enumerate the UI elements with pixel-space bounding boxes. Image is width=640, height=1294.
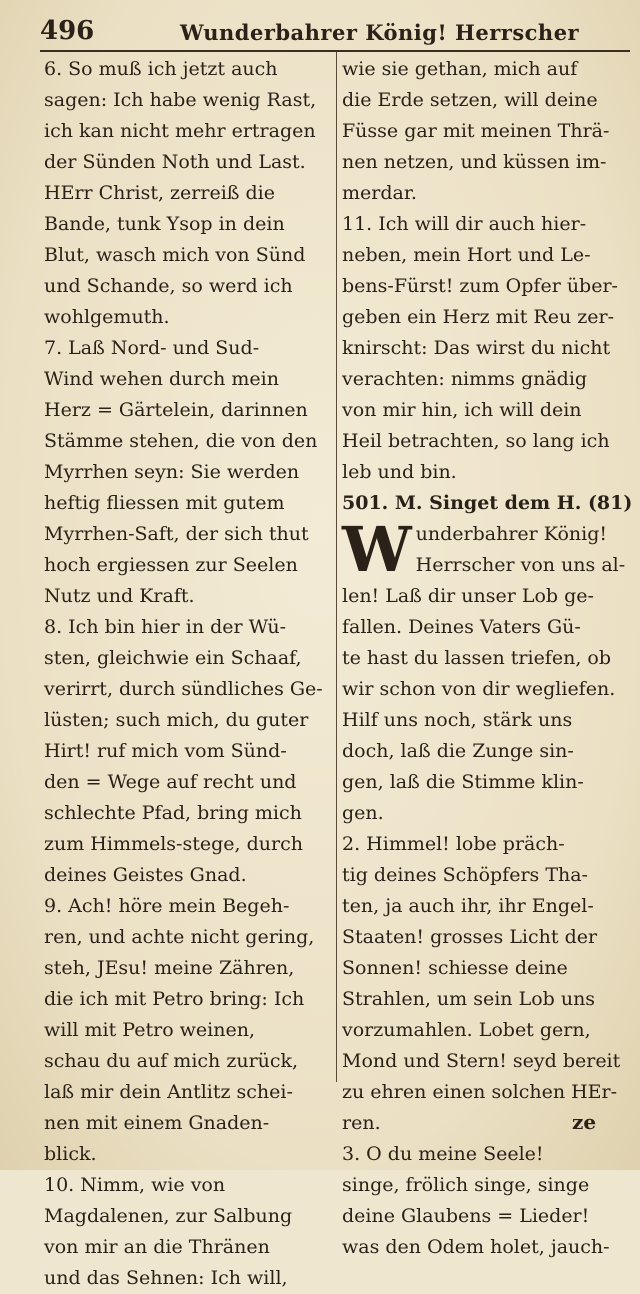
header-rule: [40, 50, 630, 52]
text-line: Heil betrachten, so lang ich: [342, 430, 610, 452]
running-head: Wunderbahrer König! Herrscher: [180, 20, 580, 45]
text-line: will mit Petro weinen,: [44, 1019, 256, 1041]
text-line: 11. Ich will dir auch hier-: [342, 213, 587, 235]
text-line: Füsse gar mit meinen Thrä-: [342, 120, 610, 142]
text-line: von mir hin, ich will dein: [342, 399, 582, 421]
text-line: neben, mein Hort und Le-: [342, 244, 591, 266]
text-line: wir schon von dir wegliefen.: [342, 678, 616, 700]
text-line: tig deines Schöpfers Tha-: [342, 864, 588, 886]
text-line: Hilf uns noch, stärk uns: [342, 709, 573, 731]
text-line: nen mit einem Gnaden-: [44, 1112, 270, 1134]
text-line: te hast du lassen triefen, ob: [342, 647, 612, 669]
text-line: HErr Christ, zerreiß die: [44, 182, 275, 204]
text-line: ren, und achte nicht gering,: [44, 926, 315, 948]
text-line: merdar.: [342, 182, 417, 204]
text-line: wie sie gethan, mich auf: [342, 58, 578, 80]
text-line: ich kan nicht mehr ertragen: [44, 120, 316, 142]
text-line: geben ein Herz mit Reu zer-: [342, 306, 614, 328]
text-line: Bande, tunk Ysop in dein: [44, 213, 285, 235]
text-line: von mir an die Thränen: [44, 1236, 270, 1258]
text-line: Magdalenen, zur Salbung: [44, 1205, 293, 1227]
text-line: hoch ergiessen zur Seelen: [44, 554, 298, 576]
text-line: Blut, wasch mich von Sünd: [44, 244, 306, 266]
right-column-top: [342, 54, 630, 488]
text-line: 10. Nimm, wie von: [44, 1174, 226, 1196]
text-line: laß mir dein Antlitz schei-: [44, 1081, 293, 1103]
text-line: was den Odem holet, jauch-: [342, 1236, 610, 1258]
right-column-bottom: [342, 581, 630, 1263]
text-line: Myrrhen-Saft, der sich thut: [44, 523, 309, 545]
text-line: gen.: [342, 802, 384, 824]
text-line: leb und bin.: [342, 461, 457, 483]
text-line: deine Glaubens = Lieder!: [342, 1205, 590, 1227]
hymn-opening: [342, 513, 630, 586]
catchword: ze: [572, 1110, 597, 1134]
text-line: singe, frölich singe, singe: [342, 1174, 590, 1196]
text-line: 6. So muß ich jetzt auch: [44, 58, 278, 80]
text-line: der Sünden Noth und Last.: [44, 151, 306, 173]
text-line: blick.: [44, 1143, 97, 1165]
text-line: steh, JEsu! meine Zähren,: [44, 957, 295, 979]
text-line: die Erde setzen, will deine: [342, 89, 598, 111]
text-line: lüsten; such mich, du guter: [44, 709, 309, 731]
text-line: zum Himmels-stege, durch: [44, 833, 303, 855]
text-line: gen, laß die Stimme klin-: [342, 771, 584, 793]
text-line: und das Sehnen: Ich will,: [44, 1267, 288, 1289]
text-line: verachten: nimms gnädig: [342, 368, 588, 390]
column-divider: [336, 52, 337, 1082]
text-line: 8. Ich bin hier in der Wü-: [44, 616, 287, 638]
text-line: und Schande, so werd ich: [44, 275, 293, 297]
text-line: verirrt, durch sündliches Ge-: [44, 678, 323, 700]
page-header: [40, 14, 630, 50]
text-line: heftig fliessen mit gutem: [44, 492, 285, 514]
text-line: Nutz und Kraft.: [44, 585, 195, 607]
text-line: sagen: Ich habe wenig Rast,: [44, 89, 317, 111]
text-line: knirscht: Das wirst du nicht: [342, 337, 611, 359]
text-line: ren.: [342, 1112, 381, 1134]
hymn-heading: 501. M. Singet dem H. (81): [342, 492, 633, 514]
drop-cap: W: [342, 513, 412, 586]
text-line: Myrrhen seyn: Sie werden: [44, 461, 300, 483]
text-line: deines Geistes Gnad.: [44, 864, 247, 886]
text-line: ten, ja auch ihr, ihr Engel-: [342, 895, 594, 917]
text-line: 3. O du meine Seele!: [342, 1143, 544, 1165]
page-number: 496: [40, 16, 95, 46]
initial-line: underbahrer König!: [415, 523, 608, 545]
text-line: Strahlen, um sein Lob uns: [342, 988, 596, 1010]
text-line: Stämme stehen, die von den: [44, 430, 318, 452]
text-line: zu ehren einen solchen HEr-: [342, 1081, 618, 1103]
text-line: Wind wehen durch mein: [44, 368, 279, 390]
text-line: len! Laß dir unser Lob ge-: [342, 585, 594, 607]
text-line: schlechte Pfad, bring mich: [44, 802, 302, 824]
initial-line: Herrscher von uns al-: [415, 554, 626, 576]
text-line: Sonnen! schiesse deine: [342, 957, 568, 979]
text-line: nen netzen, und küssen im-: [342, 151, 607, 173]
text-line: 9. Ach! höre mein Begeh-: [44, 895, 290, 917]
text-line: Herz = Gärtelein, darinnen: [44, 399, 308, 421]
text-line: 2. Himmel! lobe präch-: [342, 833, 565, 855]
text-line: die ich mit Petro bring: Ich: [44, 988, 305, 1010]
text-line: 7. Laß Nord- und Sud-: [44, 337, 260, 359]
text-line: vorzumahlen. Lobet gern,: [342, 1019, 591, 1041]
left-column: [44, 54, 330, 1294]
text-line: wohlgemuth.: [44, 306, 170, 328]
text-line: schau du auf mich zurück,: [44, 1050, 299, 1072]
text-line: doch, laß die Zunge sin-: [342, 740, 574, 762]
text-line: Staaten! grosses Licht der: [342, 926, 598, 948]
text-line: sten, gleichwie ein Schaaf,: [44, 647, 302, 669]
text-line: fallen. Deines Vaters Gü-: [342, 616, 581, 638]
text-line: den = Wege auf recht und: [44, 771, 297, 793]
right-column: [342, 54, 633, 1263]
text-line: Mond und Stern! seyd bereit: [342, 1050, 621, 1072]
text-line: Hirt! ruf mich vom Sünd-: [44, 740, 287, 762]
text-line: bens-Fürst! zum Opfer über-: [342, 275, 618, 297]
